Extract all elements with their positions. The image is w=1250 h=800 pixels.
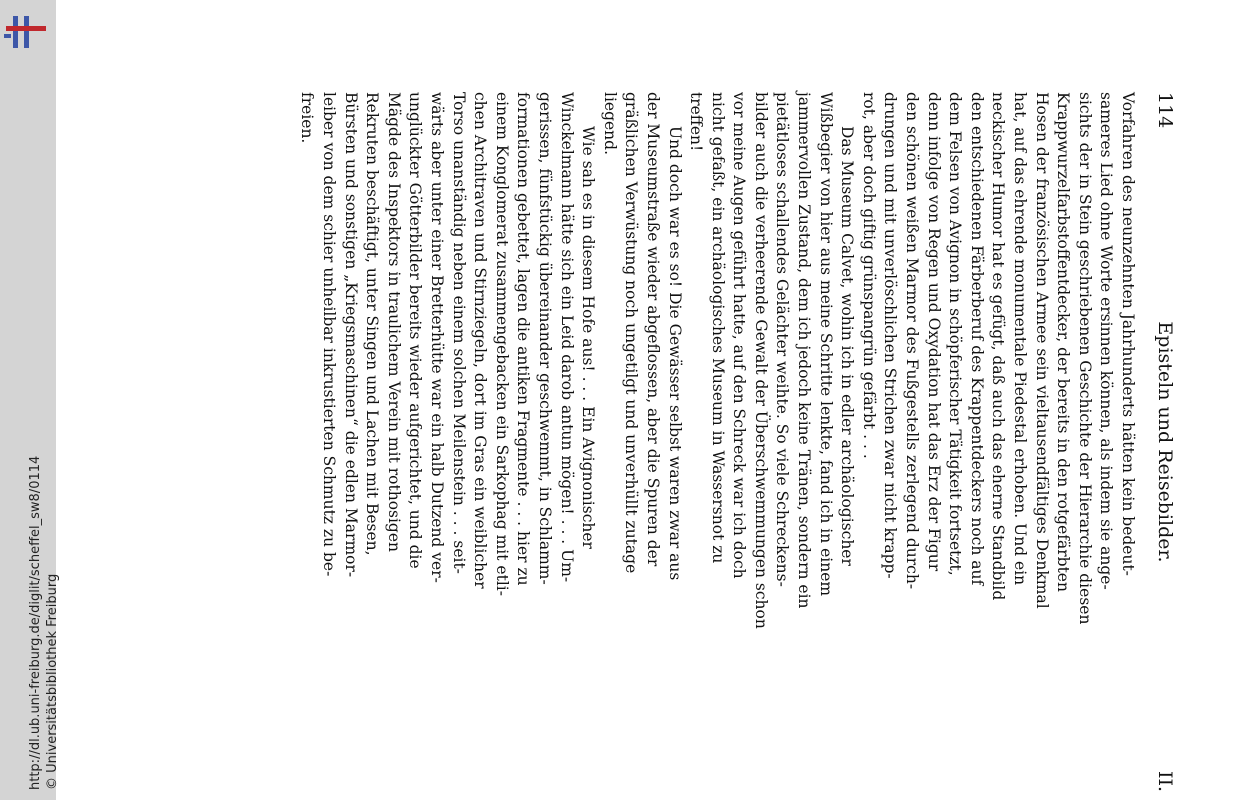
text-line: der Museumstraße wieder abgeflossen, aber die Spuren der (643, 92, 662, 567)
text-line: drungen und mit unverlöschlichen Strichen zwar nicht krapp- (881, 92, 900, 579)
text-line: hat, auf das ehrende monumentale Piedestal erhoben. Und ein (1011, 92, 1030, 586)
running-title: Episteln und Reisebilder. (1154, 321, 1176, 563)
page-header (1138, 92, 1176, 792)
text-line: unglückter Götterbilder bereits wieder aufgerichtet, und die (406, 92, 425, 569)
text-line: vor meine Augen geführt hatte, auf den Schreck war ich doch (730, 92, 749, 579)
text-line: nicht gefaßt, ein archäologisches Museum in Wassersnot zu (708, 92, 727, 564)
text-line: Vorfahren des neunzehnten Jahrhunderts hätten kein bedeut- (1119, 92, 1137, 576)
university-library-logo-icon (4, 14, 48, 50)
text-line: Das Museum Calvet, wohin ich in edler archäologischer (838, 126, 857, 566)
text-line: rot, aber doch giftig grünspangrün gefärbt . . . (859, 92, 878, 459)
sidebar-vertical-text (27, 410, 61, 790)
text-line: Rekruten beschäftigt, unter Singen und Lachen mit Besen, (363, 92, 382, 556)
text-line: Mägde des Inspektors in traulichem Verein mit rothosigen (384, 92, 403, 553)
scanned-page (66, 40, 1176, 792)
text-line: chen Architraven und Stirnziegeln, dort im Gras ein weiblicher (471, 92, 490, 589)
text-line: sichts der in Stein geschriebenen Geschichte der Hierarchie diesen (1075, 92, 1094, 625)
text-line: Krappwurzelfarbstoffentdecker, der bereits in den rotgefärbten (1054, 92, 1073, 592)
text-line: Wie sah es in diesem Hofe aus! . . . Ein Avignonischer (579, 126, 598, 549)
rotated-text-block (76, 92, 1176, 792)
text-line: Bürsten und sonstigen „Kriegsmaschinen“ die edlen Marmor- (341, 92, 360, 578)
text-line: freien. (298, 92, 317, 144)
text-line: gerissen, fünfstückig übereinander geschwemmt, in Schlamm- (535, 92, 554, 585)
page-body (296, 92, 1138, 792)
text-line: formationen gebettet, lagen die antiken Fragmente . . . hier zu (514, 92, 533, 586)
text-line: Winckelmann hätte sich ein Leid darob antun mögen! . . . Um- (557, 92, 576, 583)
text-line: Torso unanständig neben einem solchen Meilenstein . . . seit- (449, 92, 468, 574)
text-line: liegend. (600, 92, 619, 156)
text-line: wärts aber unter einer Bretterhütte war ein halb Dutzend ver- (428, 92, 446, 583)
page-number: 114 (1154, 92, 1176, 129)
text-line: dem Felsen von Avignon in schöpferischer Tätigkeit fortsetzt, (946, 92, 965, 576)
text-line: treffen! (687, 92, 706, 152)
text-line: einem Konglomerat zusammengebacken ein Sarkophag mit etli- (492, 92, 511, 596)
copyright-notice: © Universitätsbibliothek Freiburg (45, 573, 60, 790)
source-url[interactable]: http://dl.ub.uni-freiburg.de/diglit/scheffel_sw8/0114 (28, 455, 43, 790)
text-line: neckischer Humor hat es gefügt, daß auch das eherne Standbild (989, 92, 1008, 601)
text-line: pietätloses schallendes Gelächter weihte. So viele Schreckens- (773, 92, 792, 587)
text-line: denn infolge von Regen und Oxydation hat das Erz der Figur (924, 92, 943, 572)
text-line: sameres Lied ohne Worte ersinnen können, als indem sie ange- (1097, 92, 1116, 590)
text-line: Hosen der französischen Armee sein vieltausendfältiges Denkmal (1032, 92, 1051, 609)
text-line: leiber von dem schier unheilbar inkrustierten Schmutz zu be- (320, 92, 339, 577)
text-line: bilder auch die verheerende Gewalt der Überschwemmungen schon (751, 92, 770, 629)
text-line: gräßlichen Verwüstung noch ungetilgt und unverhüllt zutage (622, 92, 641, 574)
running-title-part: II. (1154, 770, 1176, 792)
text-line: Und doch war es so! Die Gewässer selbst waren zwar aus (665, 126, 684, 581)
text-line: Wißbegier von hier aus meine Schritte lenkte, fand ich in einem (816, 92, 835, 597)
text-line: den entschiedenen Färberberuf des Krappentdeckers noch auf (967, 92, 986, 586)
sidebar (0, 0, 60, 800)
text-line: jammervollen Zustand, dem ich jedoch keine Tränen, sondern ein (795, 92, 814, 609)
text-line: den schönen weißen Marmor des Fußgestells zerlegend durch- (903, 92, 922, 590)
